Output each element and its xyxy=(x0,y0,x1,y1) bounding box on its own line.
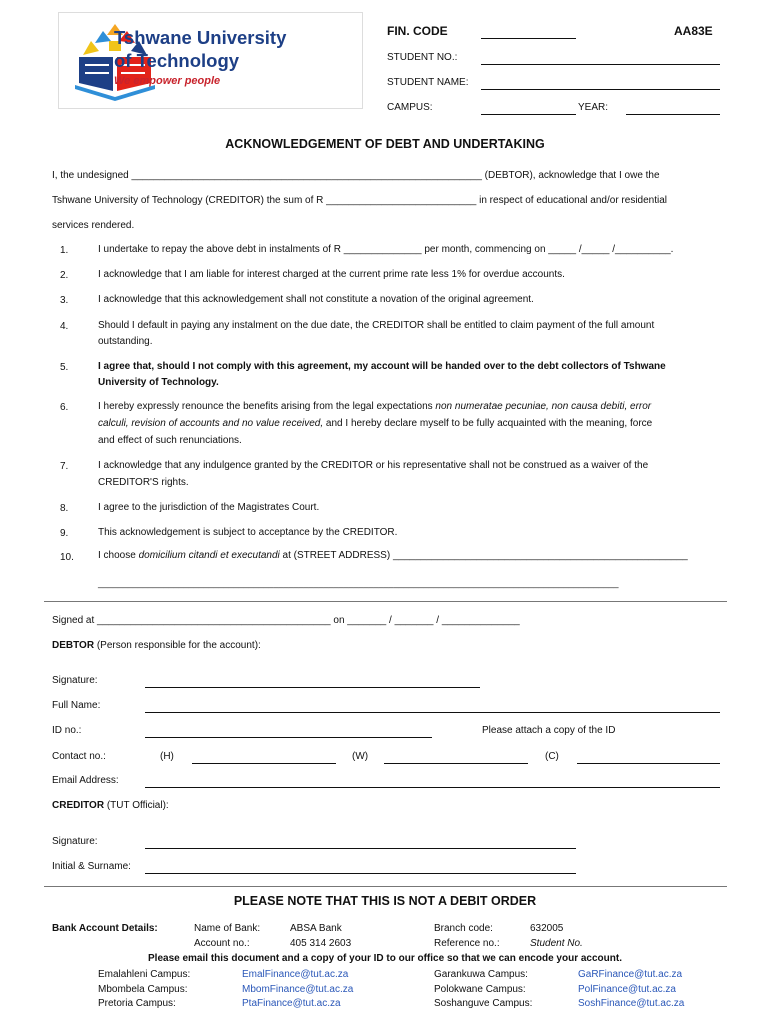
clause-number: 10. xyxy=(60,552,74,563)
clause-number: 4. xyxy=(60,321,69,332)
debit-order-notice: PLEASE NOTE THAT THIS IS NOT A DEBIT ORDER xyxy=(233,894,537,908)
clause-text-continued: University of Technology. xyxy=(98,377,219,388)
university-tagline: We empower people xyxy=(114,75,221,87)
form-code: AA83E xyxy=(674,24,713,38)
clause-text: I undertake to repay the above debt in instalments of R ______________ per month, commencing on _____ /_____ /__________. xyxy=(98,244,674,255)
debtor-contact-label: Contact no.: xyxy=(52,751,106,762)
clause-number: 2. xyxy=(60,270,69,281)
campus-name: Mbombela Campus: xyxy=(98,984,188,995)
campus-name: Garankuwa Campus: xyxy=(434,969,528,980)
cell-phone-label: (C) xyxy=(545,751,559,762)
bank-name-label: Name of Bank: xyxy=(194,923,261,934)
campus-label: CAMPUS: xyxy=(387,102,433,113)
university-name-line1: Tshwane University xyxy=(114,27,287,48)
debtor-email-label: Email Address: xyxy=(52,775,119,786)
debtor-id-field[interactable] xyxy=(145,737,432,738)
student-no-label: STUDENT NO.: xyxy=(387,52,458,63)
campus-name: Soshanguve Campus: xyxy=(434,998,533,1009)
year-field[interactable] xyxy=(626,114,720,115)
creditor-heading: CREDITOR (TUT Official): xyxy=(52,800,169,811)
home-phone-label: (H) xyxy=(160,751,174,762)
clause-text: I acknowledge that this acknowledgement shall not constitute a novation of the original agreement. xyxy=(98,294,534,305)
clause-text: I agree to the jurisdiction of the Magistrates Court. xyxy=(98,502,320,513)
clause-text: I hereby expressly renounce the benefits arising from the legal expectations non numeratae pecuniae, non causa debiti, error xyxy=(98,401,652,412)
debtor-heading: DEBTOR (Person responsible for the account): xyxy=(52,640,261,651)
campus-name: Polokwane Campus: xyxy=(434,984,526,995)
street-address-line[interactable]: ________________________________________________________________________________________________________ xyxy=(98,578,619,588)
branch-code-label: Branch code: xyxy=(434,923,493,934)
section-divider xyxy=(44,886,727,887)
account-no-label: Account no.: xyxy=(194,938,250,949)
clause-text-continued: calculi, revision of accounts and no value received, and I hereby declare myself to be fully acquainted with the meaning, force xyxy=(98,418,653,429)
clause-text: Should I default in paying any instalment on the due date, the CREDITOR shall be entitled to claim payment of the full amount xyxy=(98,320,655,331)
clause-number: 1. xyxy=(60,245,69,256)
university-name-line2: of Technology xyxy=(114,50,240,71)
clause-number: 7. xyxy=(60,461,69,472)
clause-text-continued: outstanding. xyxy=(98,336,153,347)
debtor-signature-field[interactable] xyxy=(145,687,480,688)
clause-number: 3. xyxy=(60,295,69,306)
bank-details-heading: Bank Account Details: xyxy=(52,923,158,934)
campus-name: Emalahleni Campus: xyxy=(98,969,191,980)
clause-text: I agree that, should I not comply with this agreement, my account will be handed over to the debt collectors of Tshwane xyxy=(98,361,666,372)
debtor-full-name-field[interactable] xyxy=(145,712,720,713)
reference-value: Student No. xyxy=(530,938,583,949)
clause-number: 8. xyxy=(60,503,69,514)
student-name-label: STUDENT NAME: xyxy=(387,77,469,88)
clause-text-continued: and effect of such renunciations. xyxy=(98,435,242,446)
debtor-email-field[interactable] xyxy=(145,787,720,788)
campus-field[interactable] xyxy=(481,114,576,115)
year-label: YEAR: xyxy=(578,102,609,113)
account-no-value: 405 314 2603 xyxy=(290,938,352,949)
student-name-field[interactable] xyxy=(481,89,720,90)
creditor-signature-field[interactable] xyxy=(145,848,576,849)
campus-email-link[interactable]: EmalFinance@tut.ac.za xyxy=(242,969,349,980)
clause-number: 5. xyxy=(60,362,69,373)
debtor-full-name-label: Full Name: xyxy=(52,700,101,711)
home-phone-field[interactable] xyxy=(192,763,336,764)
work-phone-label: (W) xyxy=(352,751,369,762)
campus-email-link[interactable]: PolFinance@tut.ac.za xyxy=(578,984,676,995)
clause-text: This acknowledgement is subject to acceptance by the CREDITOR. xyxy=(98,527,398,538)
student-no-field[interactable] xyxy=(481,64,720,65)
campus-email-link[interactable]: SoshFinance@tut.ac.za xyxy=(578,998,685,1009)
creditor-signature-label: Signature: xyxy=(52,836,98,847)
campus-email-link[interactable]: GaRFinance@tut.ac.za xyxy=(578,969,683,980)
work-phone-field[interactable] xyxy=(384,763,528,764)
campus-email-link[interactable]: MbomFinance@tut.ac.za xyxy=(242,984,354,995)
clause-text: I acknowledge that I am liable for interest charged at the current prime rate less 1% for overdue accounts. xyxy=(98,269,565,280)
creditor-initial-field[interactable] xyxy=(145,873,576,874)
debtor-id-label: ID no.: xyxy=(52,725,82,736)
document-title: ACKNOWLEDGEMENT OF DEBT AND UNDERTAKING xyxy=(225,137,545,151)
campus-name: Pretoria Campus: xyxy=(98,998,176,1009)
campus-email-link[interactable]: PtaFinance@tut.ac.za xyxy=(242,998,341,1009)
branch-code-value: 632005 xyxy=(530,923,564,934)
bank-name-value: ABSA Bank xyxy=(290,923,342,934)
clause-text-continued: CREDITOR'S rights. xyxy=(98,477,189,488)
intro-line-1: I, the undesigned _______________________________________________________________ (DEBTOR), acknowledge that I owe the xyxy=(52,170,660,181)
intro-line-3: services rendered. xyxy=(52,220,135,231)
signed-at-line[interactable]: Signed at __________________________________________ on _______ / _______ / ______________ xyxy=(52,615,520,626)
intro-line-2: Tshwane University of Technology (CREDITOR) the sum of R ___________________________ in respect of educational and/or residential xyxy=(52,195,668,206)
email-instruction: Please email this document and a copy of your ID to our office so that we can encode your account. xyxy=(148,953,622,964)
clause-number: 9. xyxy=(60,528,69,539)
clause-number: 6. xyxy=(60,402,69,413)
fin-code-field[interactable] xyxy=(481,38,576,39)
clause-text: I acknowledge that any indulgence granted by the CREDITOR or his representative shall not be construed as a waiver of the xyxy=(98,460,649,471)
debtor-signature-label: Signature: xyxy=(52,675,98,686)
reference-label: Reference no.: xyxy=(434,938,500,949)
id-copy-note: Please attach a copy of the ID xyxy=(482,725,616,736)
creditor-initial-label: Initial & Surname: xyxy=(52,861,131,872)
cell-phone-field[interactable] xyxy=(577,763,720,764)
clause-text: I choose domicilium citandi et executandi at (STREET ADDRESS) _____________________________________________________ xyxy=(98,550,688,561)
section-divider xyxy=(44,601,727,602)
fin-code-label: FIN. CODE xyxy=(387,24,448,38)
